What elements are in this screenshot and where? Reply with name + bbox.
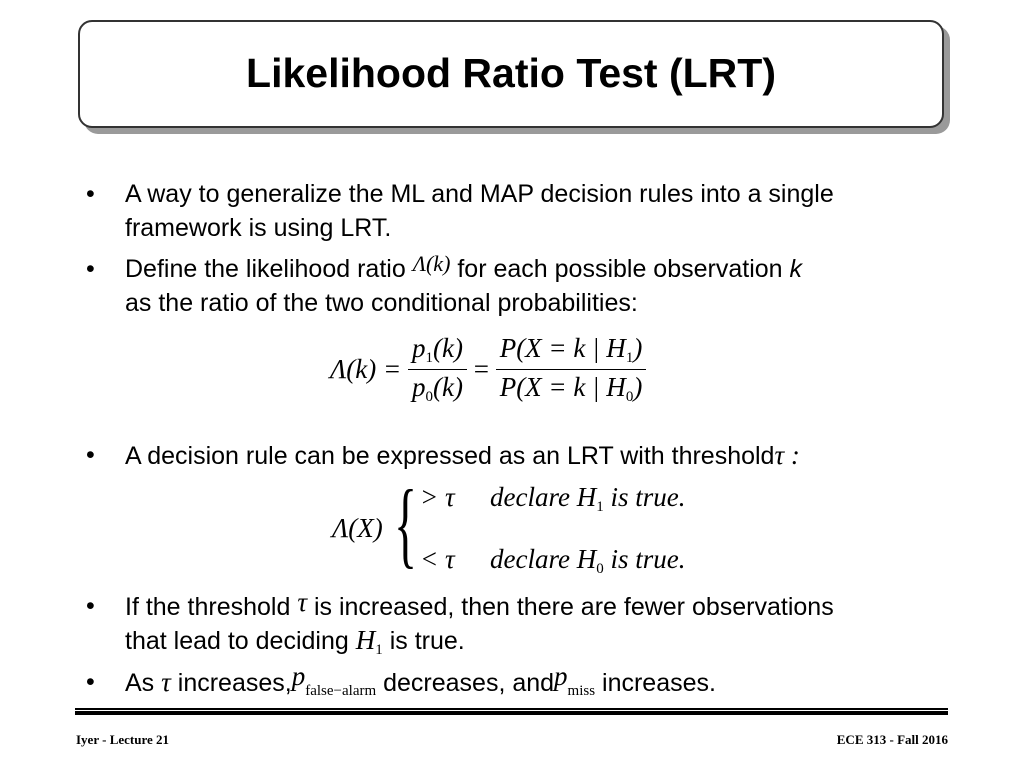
end: ): [633, 372, 643, 402]
footer-rule-thick: [75, 711, 948, 715]
bullet-marker: •: [86, 441, 95, 469]
bullet-marker: •: [86, 668, 95, 696]
cond: < τ: [420, 544, 455, 574]
arg: (k): [433, 333, 463, 363]
bullet-2-line-2: as the ratio of the two conditional probabilities:: [125, 289, 638, 317]
text: Define the likelihood ratio: [125, 255, 406, 283]
num: p: [412, 333, 426, 363]
num: P(X = k | H: [499, 333, 626, 363]
p: p: [291, 661, 306, 691]
cond: > τ: [420, 482, 455, 512]
sub: 1: [425, 350, 433, 366]
bullet-marker: •: [86, 255, 95, 283]
text: is increased, then there are fewer observations: [313, 593, 834, 621]
text: for each possible observation: [457, 255, 783, 283]
p: p: [554, 661, 568, 691]
text: is true.: [389, 627, 465, 655]
end: is true.: [610, 482, 686, 512]
sub: miss: [567, 683, 596, 699]
fraction-P: [496, 333, 647, 406]
k: k: [789, 255, 803, 283]
decision-lhs: Λ(X): [332, 513, 383, 543]
bullet-marker: •: [86, 180, 95, 208]
arg: (k): [433, 372, 463, 402]
sub: 0: [625, 389, 634, 405]
brace: {: [394, 470, 418, 577]
bullet-5-line: [125, 661, 716, 712]
footer-left: Iyer - Lecture 21: [76, 732, 170, 747]
den: p: [412, 372, 426, 402]
tau: τ :: [774, 440, 800, 470]
bullet-3-line: [125, 440, 800, 471]
text: declare H: [490, 482, 597, 512]
likelihood-ratio-equation: [330, 333, 646, 406]
footer-rule-thin: [75, 708, 948, 710]
end: ): [633, 333, 643, 363]
text: increases.: [602, 669, 716, 697]
text: that lead to deciding: [125, 627, 349, 655]
bullet-2-line-1: [125, 251, 803, 285]
text: If the threshold: [125, 593, 291, 621]
bullet-marker: •: [86, 592, 95, 620]
tau: τ: [297, 587, 308, 617]
footer-right: ECE 313 - Fall 2016: [836, 732, 948, 747]
tau: τ: [161, 667, 171, 697]
H: H: [355, 625, 376, 655]
decision-row-1: [420, 482, 685, 516]
eq-lhs: Λ(k) =: [330, 354, 402, 384]
den: P(X = k | H: [499, 372, 626, 402]
text: As: [125, 669, 155, 697]
sub: false−alarm: [305, 683, 377, 699]
sub: 1: [596, 499, 604, 515]
title-box: [78, 20, 944, 128]
equals: =: [473, 354, 489, 384]
end: is true.: [610, 544, 686, 574]
text: decreases, and: [383, 669, 555, 697]
decision-row-2: [420, 544, 685, 578]
text: declare H: [490, 544, 597, 574]
fraction-p: [408, 333, 467, 406]
text: increases,: [177, 669, 292, 697]
sub: 1: [625, 350, 634, 366]
bullet-1-line-2: framework is using LRT.: [125, 214, 392, 242]
bullet-4-line-2: [125, 625, 465, 665]
sub: 0: [596, 561, 604, 577]
sub: 1: [375, 642, 383, 658]
bullet-4-line-1: [125, 587, 834, 622]
slide-title: Likelihood Ratio Test (LRT): [246, 50, 776, 96]
bullet-1-line-1: A way to generalize the ML and MAP decision rules into a single: [125, 180, 834, 208]
sub: 0: [425, 389, 433, 405]
lambda-k: Λ(k): [412, 251, 451, 276]
text: A decision rule can be expressed as an LRT with threshold: [125, 442, 775, 470]
